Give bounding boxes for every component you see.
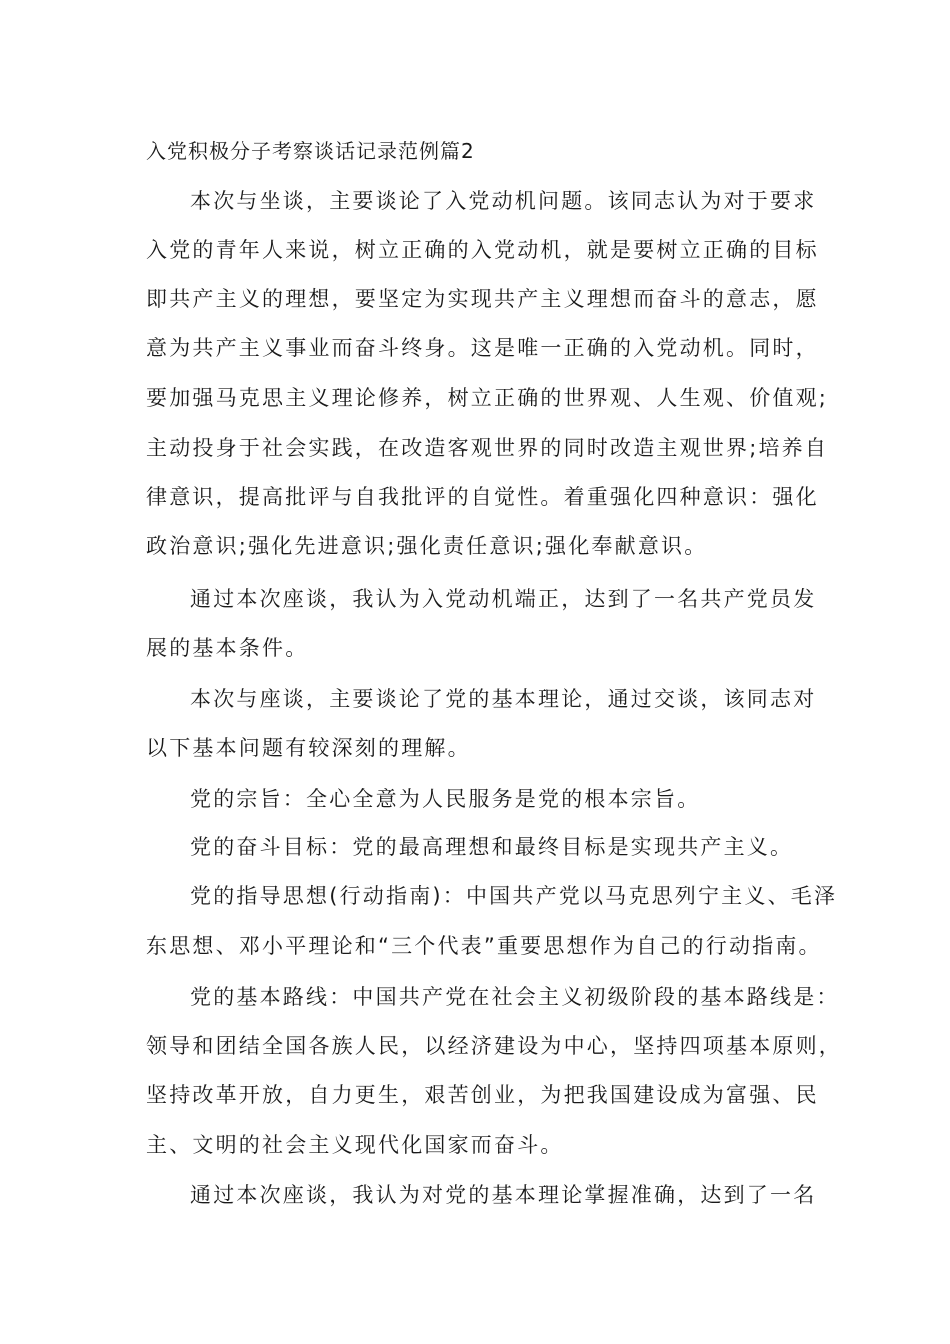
text-line: 要加强马克思主义理论修养，树立正确的世界观、人生观、价值观;: [146, 386, 829, 410]
text-line: 展的基本条件。: [146, 636, 309, 660]
text-line: 党的宗旨：全心全意为人民服务是党的根本宗旨。: [190, 787, 701, 811]
text-line: 以下基本问题有较深刻的理解。: [146, 736, 471, 760]
text-line: 本次与座谈，主要谈论了党的基本理论，通过交谈，该同志对: [190, 687, 817, 711]
text-line: 入党的青年人来说，树立正确的入党动机，就是要树立正确的目标: [146, 238, 819, 262]
document-title: 入党积极分子考察谈话记录范例篇2: [146, 139, 475, 163]
text-line: 党的基本路线：中国共产党在社会主义初级阶段的基本路线是：: [190, 985, 840, 1009]
text-line: 坚持改革开放，自力更生，艰苦创业，为把我国建设成为富强、民: [146, 1083, 819, 1107]
text-line: 律意识，提高批评与自我批评的自觉性。着重强化四种意识：强化: [146, 485, 819, 509]
text-line: 主动投身于社会实践，在改造客观世界的同时改造主观世界;培养自: [146, 436, 829, 460]
text-line: 通过本次座谈，我认为入党动机端正，达到了一名共产党员发: [190, 587, 817, 611]
text-line: 即共产主义的理想，要坚定为实现共产主义理想而奋斗的意志，愿: [146, 287, 819, 311]
text-line: 党的指导思想(行动指南)：中国共产党以马克思列宁主义、毛泽: [190, 884, 838, 908]
text-line: 领导和团结全国各族人民，以经济建设为中心，坚持四项基本原则，: [146, 1034, 842, 1058]
text-line: 通过本次座谈，我认为对党的基本理论掌握准确，达到了一名: [190, 1183, 817, 1207]
text-line: 本次与坐谈，主要谈论了入党动机问题。该同志认为对于要求: [190, 189, 817, 213]
text-line: 意为共产主义事业而奋斗终身。这是唯一正确的入党动机。同时，: [146, 336, 819, 360]
text-line: 主、文明的社会主义现代化国家而奋斗。: [146, 1133, 564, 1157]
text-line: 东思想、邓小平理论和“三个代表”重要思想作为自己的行动指南。: [146, 934, 822, 958]
text-line: 政治意识;强化先进意识;强化责任意识;强化奉献意识。: [146, 534, 708, 558]
text-line: 党的奋斗目标：党的最高理想和最终目标是实现共产主义。: [190, 835, 794, 859]
